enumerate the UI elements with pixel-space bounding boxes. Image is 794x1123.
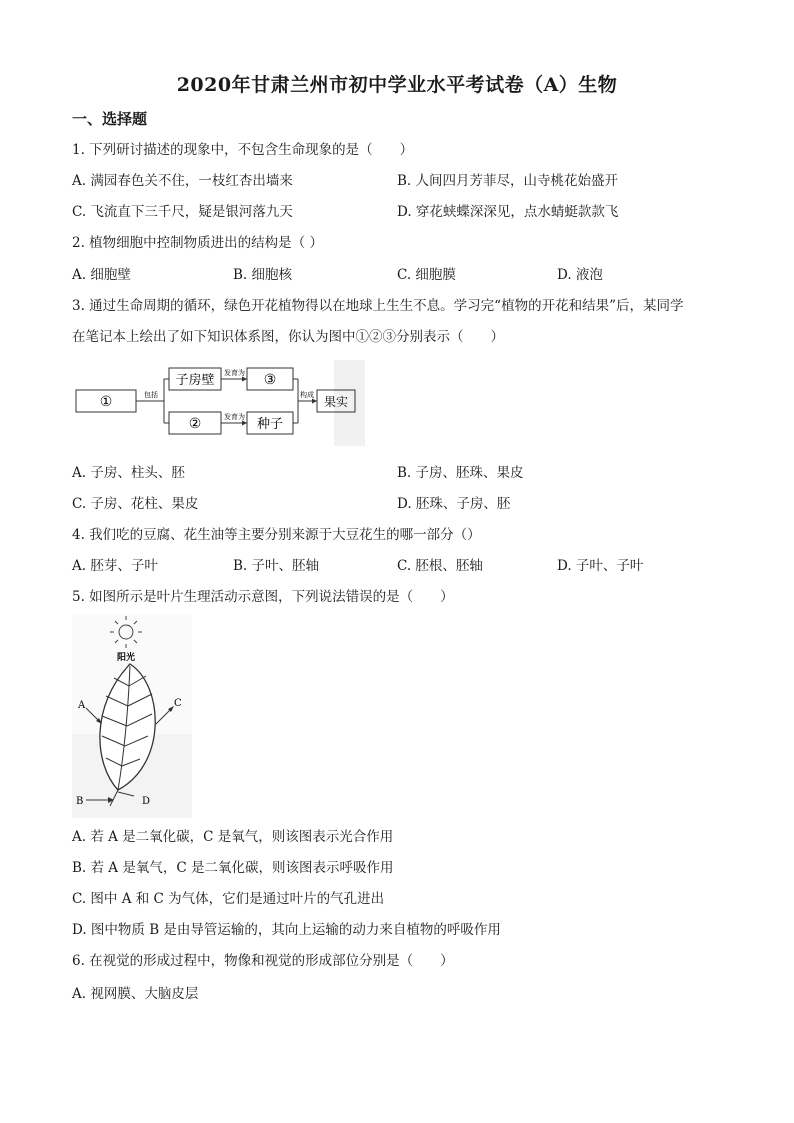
label-d: D <box>142 796 151 807</box>
diagram-box-2-label: 子房壁 <box>175 373 215 388</box>
q1-option-d: D. 穿花蛱蝶深深见，点水蜻蜓款款飞 <box>397 204 619 220</box>
q4-stem: 4. 我们吃的豆腐、花生油等主要分别来源于大豆花生的哪一部分（） <box>72 527 481 543</box>
q3-stem-line1: 3. 通过生命周期的循环，绿色开花植物得以在地球上生生不息。学习完“植物的开花和结果”后，某同学 <box>72 298 684 314</box>
arrow-label-include: 包括 <box>144 391 158 399</box>
q1-stem: 1. 下列研讨描述的现象中，不包含生命现象的是（ ） <box>72 142 414 158</box>
q2-stem: 2. 植物细胞中控制物质进出的结构是（ ） <box>72 235 323 251</box>
q5-stem: 5. 如图所示是叶片生理活动示意图，下列说法错误的是（ ） <box>72 589 454 605</box>
q3-stem-line2: 在笔记本上绘出了如下知识体系图，你认为图中①②③分别表示（ ） <box>72 329 504 345</box>
q3-option-c: C. 子房、花柱、果皮 <box>72 496 199 512</box>
diagram-box-3-label: ③ <box>263 372 277 388</box>
q2-option-d: D. 液泡 <box>557 267 603 283</box>
q1-option-b: B. 人间四月芳菲尽，山寺桃花始盛开 <box>397 173 619 189</box>
label-b: B <box>76 796 84 807</box>
q6-stem: 6. 在视觉的形成过程中，物像和视觉的形成部位分别是（ ） <box>72 953 454 969</box>
q4-option-b: B. 子叶、胚轴 <box>233 558 320 574</box>
q5-option-c: C. 图中 A 和 C 为气体，它们是通过叶片的气孔进出 <box>72 891 385 907</box>
q5-option-b: B. 若 A 是氧气，C 是二氧化碳，则该图表示呼吸作用 <box>72 860 394 876</box>
arrow-label-develop-1: 发育为 <box>224 369 245 377</box>
diagram-box-1-label: ① <box>99 394 113 410</box>
diagram-box-4-label: ② <box>188 416 202 432</box>
q2-option-b: B. 细胞核 <box>233 267 293 283</box>
diagram-box-6-label: 果实 <box>323 395 349 409</box>
arrow-label-develop-2: 发育为 <box>224 413 245 421</box>
q4-option-d: D. 子叶、子叶 <box>557 558 644 574</box>
q5-option-d: D. 图中物质 B 是由导管运输的，其向上运输的动力来自植物的呼吸作用 <box>72 922 501 938</box>
q6-option-a: A. 视网膜、大脑皮层 <box>72 986 199 1002</box>
q4-option-a: A. 胚芽、子叶 <box>72 558 158 574</box>
q1-option-a: A. 满园春色关不住，一枝红杏出墙来 <box>72 173 293 189</box>
page-title: 2020年甘肃兰州市初中学业水平考试卷（A）生物 <box>176 74 618 96</box>
q2-option-c: C. 细胞膜 <box>397 267 456 283</box>
q1-option-c: C. 飞流直下三千尺，疑是银河落九天 <box>72 204 293 220</box>
arrow-label-form: 构成 <box>300 391 314 399</box>
q3-option-b: B. 子房、胚珠、果皮 <box>397 465 524 481</box>
q3-option-d: D. 胚珠、子房、胚 <box>397 496 511 512</box>
section-heading: 一、选择题 <box>72 110 148 128</box>
q4-option-c: C. 胚根、胚轴 <box>397 558 483 574</box>
diagram-box-5-label: 种子 <box>256 417 284 432</box>
q3-option-a: A. 子房、柱头、胚 <box>72 465 185 481</box>
sun-label: 阳光 <box>116 653 136 663</box>
leaf-diagram <box>72 614 192 818</box>
flower-fruit-diagram <box>72 360 365 446</box>
label-a: A <box>78 700 86 711</box>
q2-option-a: A. 细胞壁 <box>72 267 131 283</box>
label-c: C <box>174 698 182 709</box>
q5-option-a: A. 若 A 是二氧化碳，C 是氧气，则该图表示光合作用 <box>72 829 394 845</box>
